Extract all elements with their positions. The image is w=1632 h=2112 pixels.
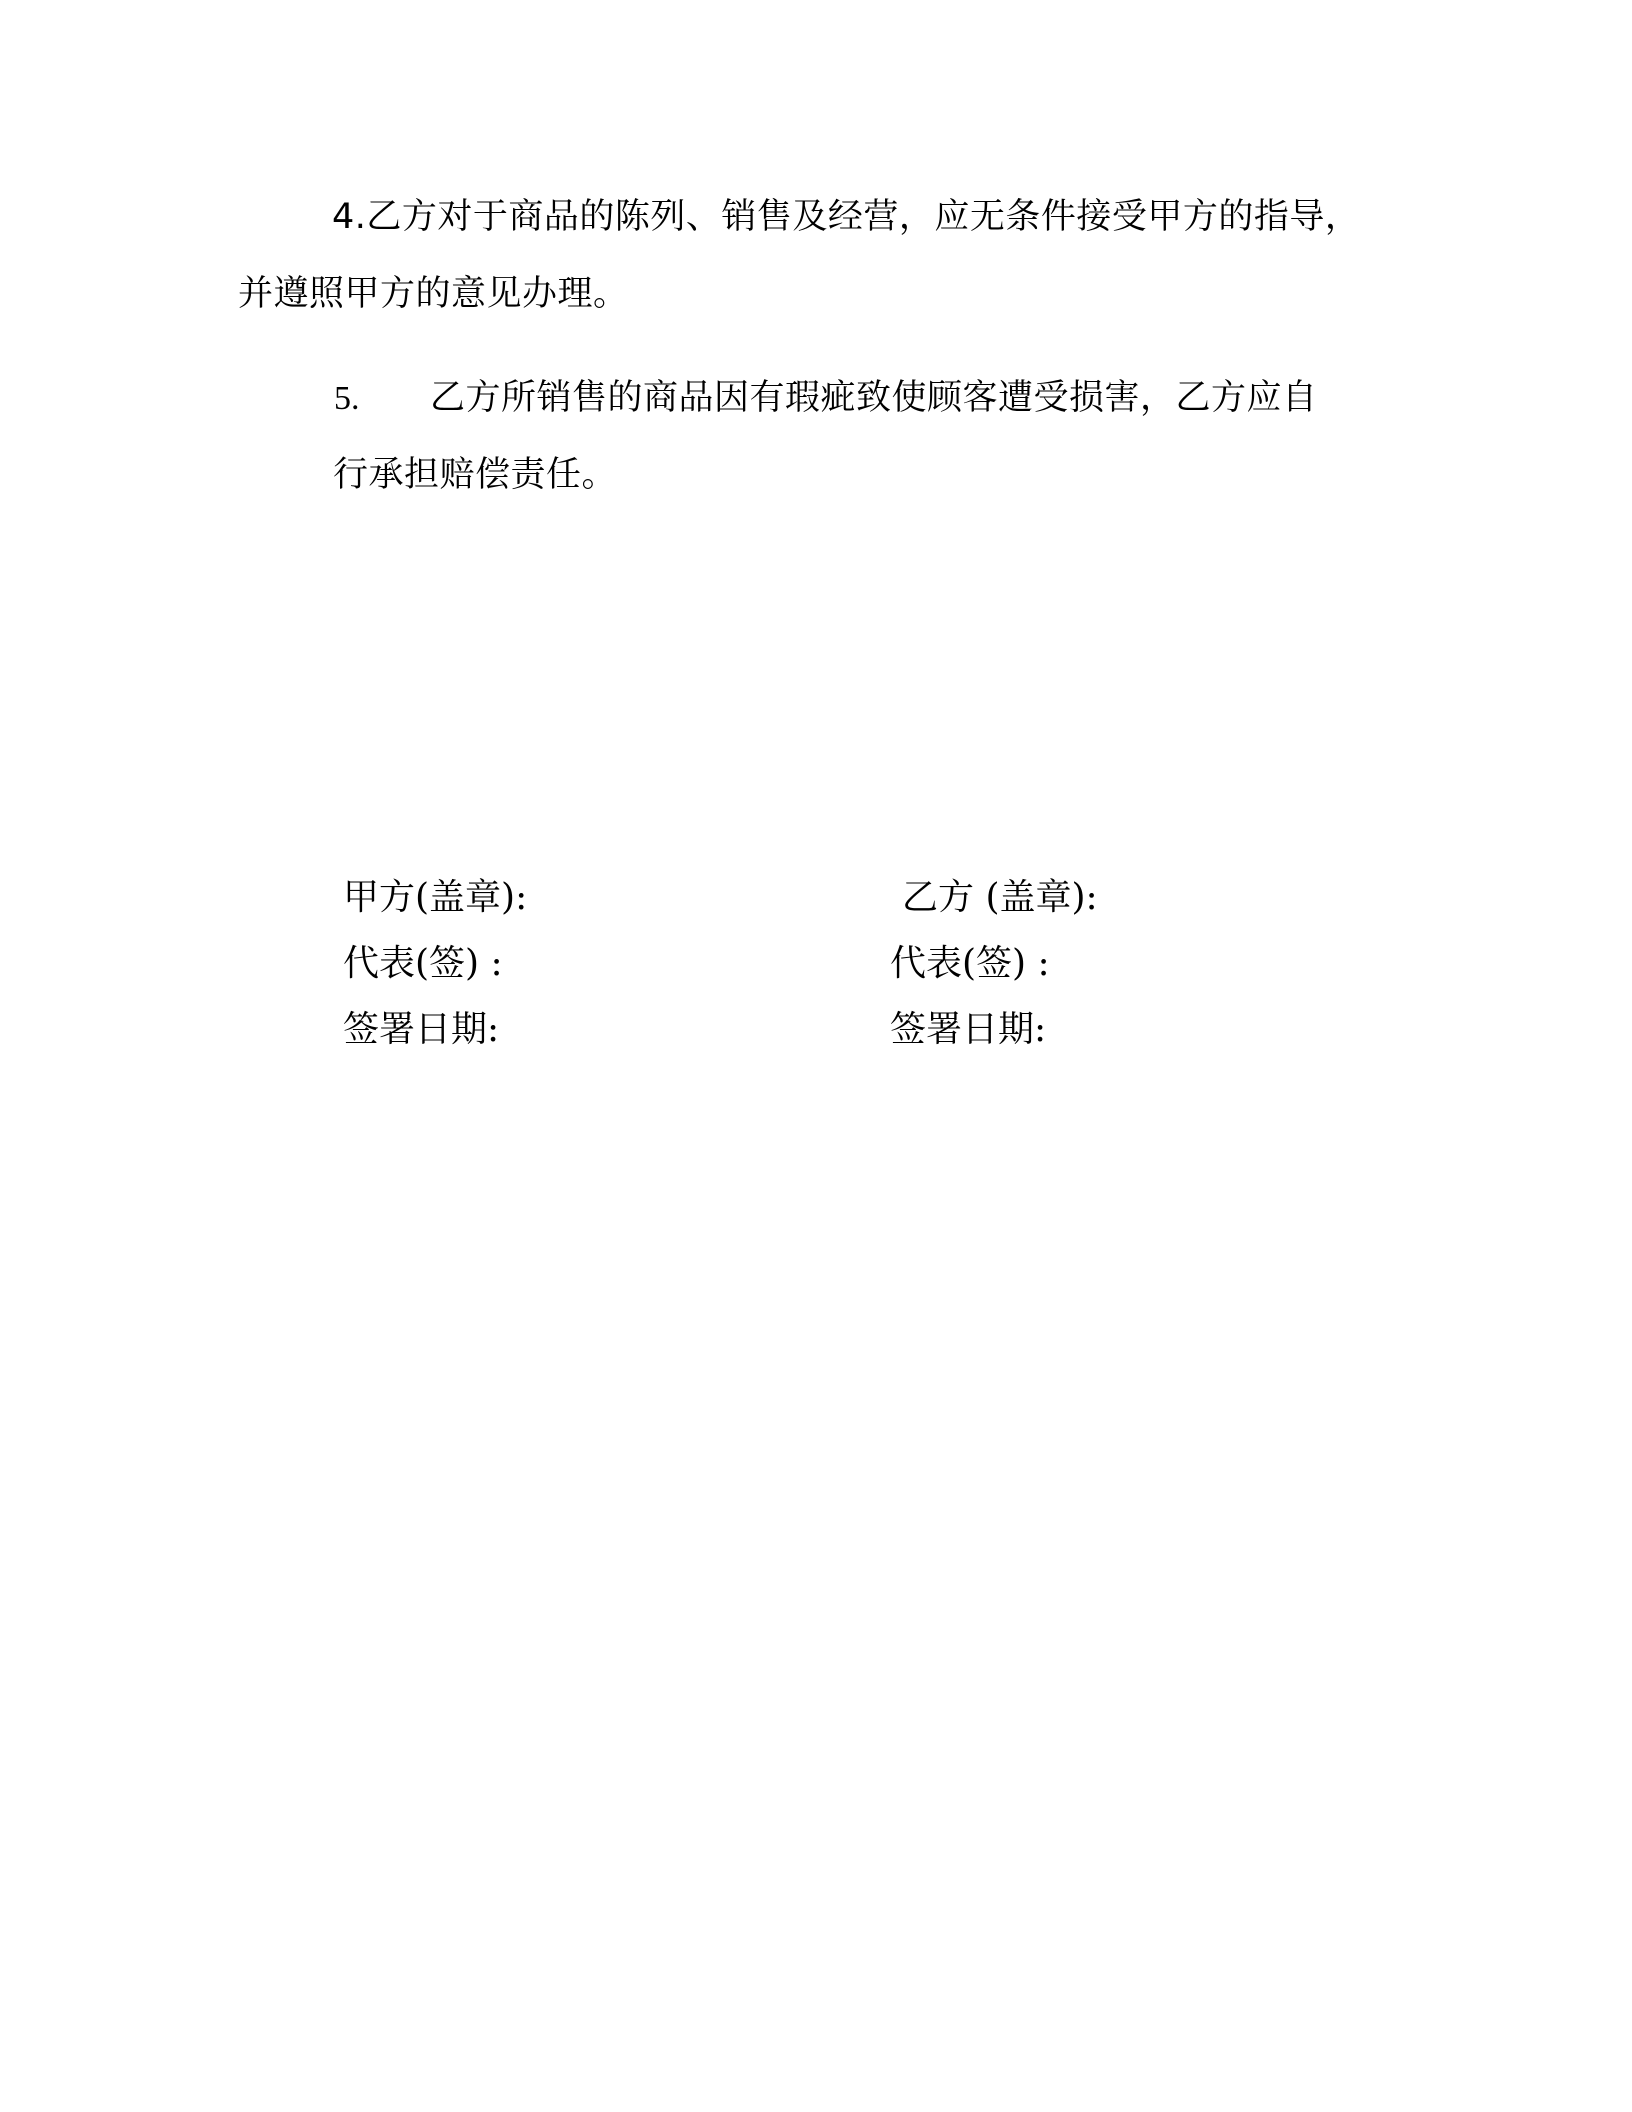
clause-5-line-2: 行承担赔偿责任。 — [333, 455, 618, 495]
party-a-seal-label: 甲方(盖章): — [343, 877, 528, 918]
party-b-date-label: 签署日期: — [890, 1009, 1047, 1050]
clause-5-line-1: 乙方所销售的商品因有瑕疵致使顾客遭受损害，乙方应自 — [430, 378, 1318, 418]
party-a-date-label: 签署日期: — [343, 1009, 500, 1050]
party-b-seal-label: 乙方 (盖章): — [902, 877, 1098, 918]
clause-5-number: 5. — [334, 380, 360, 417]
clause-4-line-2: 并遵照甲方的意见办理。 — [238, 274, 629, 314]
party-a-representative-label: 代表(签) : — [343, 943, 503, 984]
party-b-representative-label: 代表(签) : — [890, 943, 1050, 984]
clause-4-line-1: 4.乙方对于商品的陈列、销售及经营，应无条件接受甲方的指导， — [332, 197, 1361, 237]
